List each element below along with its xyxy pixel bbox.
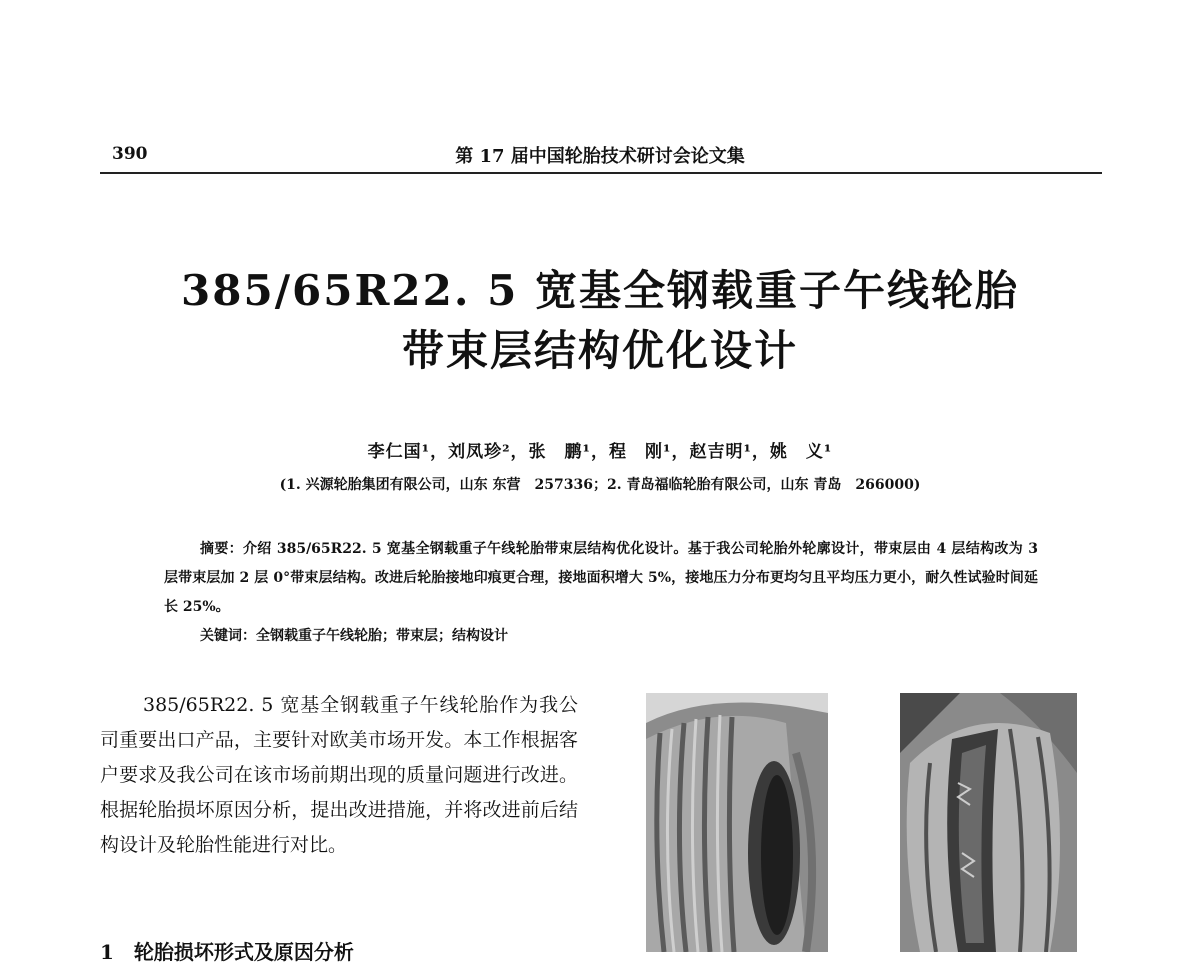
running-title: 第 17 届中国轮胎技术研讨会论文集 xyxy=(455,146,745,167)
keywords: 关键词：全钢载重子午线轮胎；带束层；结构设计 xyxy=(200,628,508,644)
tire-photo-right xyxy=(900,693,1077,952)
tire-photo-left xyxy=(646,693,828,952)
header-rule xyxy=(100,172,1102,174)
author-list: 李仁国¹，刘凤珍²，张 鹏¹，程 刚¹，赵吉明¹，姚 义¹ xyxy=(367,442,833,462)
paper-title-line1: 385/65R22. 5 宽基全钢载重子午线轮胎 xyxy=(181,266,1019,315)
page-number: 390 xyxy=(112,144,148,164)
abstract: 摘要：介绍 385/65R22. 5 宽基全钢载重子午线轮胎带束层结构优化设计。基于我公司轮胎外轮廓设计，带束层由 4 层结构改为 3 层带束层加 2 层 0°带束层结构。改进后轮胎接地印痕更合理，接地面积增大 5%，接地压力分布更均匀且平均压力更小，耐久性试验时间延长 25%。 xyxy=(164,541,1038,615)
affiliation: (1. 兴源轮胎集团有限公司，山东 东营 257336；2. 青岛福临轮胎有限公司，山东 青岛 266000) xyxy=(279,477,921,493)
body-paragraph: 385/65R22. 5 宽基全钢载重子午线轮胎作为我公司重要出口产品，主要针对欧美市场开发。本工作根据客户要求及我公司在该市场前期出现的质量问题进行改进。根据轮胎损坏原因分析，提出改进措施，并将改进前后结构设计及轮胎性能进行对比。 xyxy=(100,694,578,856)
paper-title-line2: 带束层结构优化设计 xyxy=(401,326,798,375)
section-heading: 1 轮胎损坏形式及原因分析 xyxy=(100,940,354,964)
